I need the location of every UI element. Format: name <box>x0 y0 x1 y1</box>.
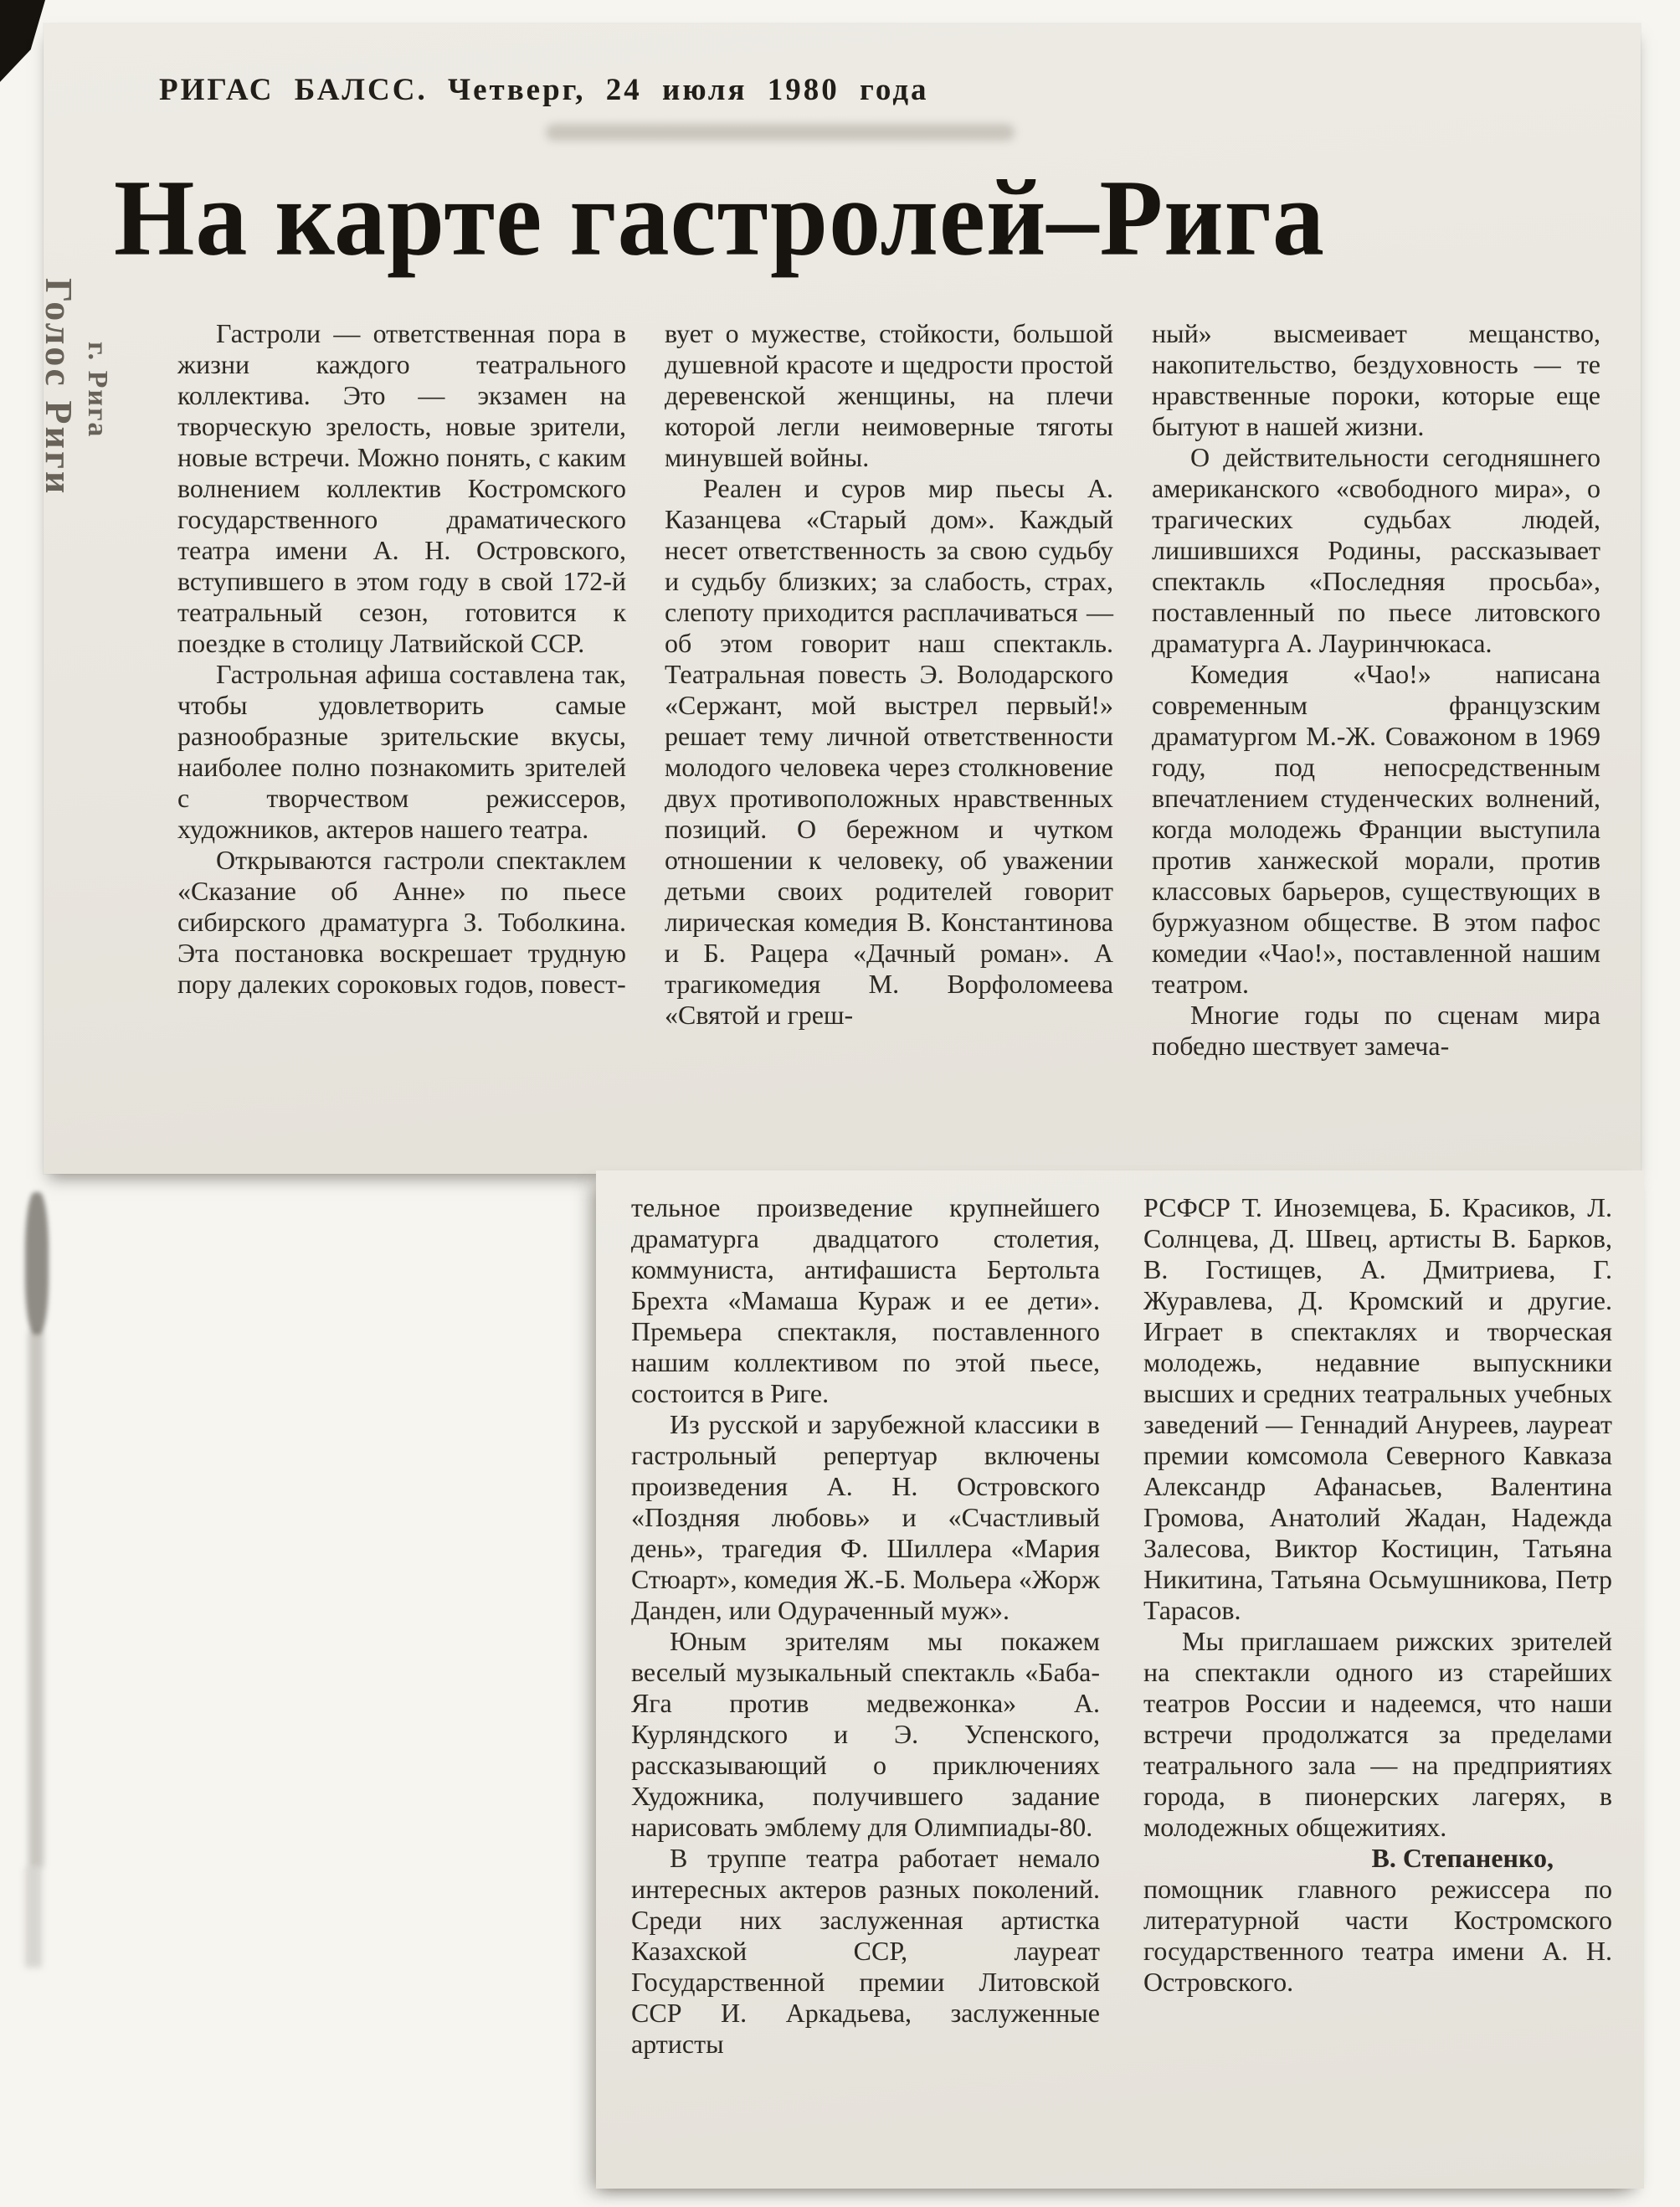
masthead: РИГАС БАЛСС. Четверг, 24 июля 1980 года <box>159 73 929 107</box>
column-4 <box>631 1192 1100 2060</box>
scan-smudge-left-faint <box>25 1867 42 1968</box>
paragraph: В труппе театра работает немало интересных актеров разных поколений. Среди них заслуженная артистка Казахской ССР, лауреат Государственной премии Литовской ССР И. Аркадьева, заслуженные артисты <box>631 1843 1100 2059</box>
paragraph: О действительности сегодняшнего американского «свободного мира», о трагических судьбах людей, лишившихся Родины, рассказывает спектакль «Последняя просьба», поставленный по пьесе литовского драматурга А. Лауринчюкаса. <box>1152 442 1600 658</box>
newspaper-clipping-top <box>44 23 1641 1174</box>
stamp-text-sub: г. Рига <box>82 342 113 439</box>
scan-smudge-left-dark <box>25 1192 49 1335</box>
paragraph: РСФСР Т. Иноземцева, Б. Красиков, Л. Солнцева, Д. Швец, артисты В. Барков, В. Гостищев, А. Дмитриева, Г. Журавлева, Д. Кромский и другие. Играет в спектаклях и творческая молодежь, недавние выпускники высших и средних театральных учебных заведений — Геннадий Ануреев, лауреат премии комсомола Северного Кавказа Александр Афанасьев, Валентина Громова, Анатолий Жадан, Надежда Залесова, Виктор Костицин, Татьяна Никитина, Татьяна Осьмушникова, Петр Тарасов. <box>1143 1192 1612 1625</box>
scan-smudge-corner <box>0 0 45 85</box>
article-columns-top <box>177 318 1600 1062</box>
column-5 <box>1143 1192 1612 2060</box>
paragraph: Реален и суров мир пьесы А. Казанцева «Старый дом». Каждый несет ответственность за свою судьбу и судьбу близких; за слабость, страх, слепоту приходится расплачиваться — об этом говорит наш спектакль. Театральная повесть Э. Володарского «Сержант, мой выстрел первый!» решает тему личной ответственности молодого человека через столкновение двух противоположных нравственных позиций. О бережном и чутком отношении к человеку, об уважении детьми своих родителей говорит лирическая комедия В. Константинова и Б. Рацера «Дачный роман». А трагикомедия М. Ворфоломеева «Святой и греш- <box>665 473 1113 1030</box>
scan-smudge-left-band <box>28 1331 44 1867</box>
column-1 <box>177 318 626 1062</box>
margin-stamp <box>37 278 113 630</box>
paragraph: ный» высмеивает мещанство, накопительство, бездуховность — те нравственные пороки, которые еще бытуют в нашей жизни. <box>1152 318 1600 441</box>
stamp-text-main: Голос Риги <box>38 278 80 496</box>
paragraph: Открываются гастроли спектаклем «Сказание об Анне» по пьесе сибирского драматурга З. Тоболкина. Эта постановка воскрешает трудную пору далеких сороковых годов, повест- <box>177 845 626 999</box>
paragraph: Юным зрителям мы покажем веселый музыкальный спектакль «Баба-Яга против медвежонка» А. Курляндского и Э. Успенского, рассказывающий о приключениях Художника, получившего задание нарисовать эмблему для Олимпиады-80. <box>631 1626 1100 1842</box>
newspaper-clipping-bottom <box>596 1170 1644 2189</box>
headline: На карте гастролей–Рига <box>114 157 1325 278</box>
column-2 <box>665 318 1113 1062</box>
ink-bleed-smudge <box>546 124 1015 141</box>
signature-role: помощник главного режиссера по литературной части Костромского государственного театра имени А. Н. Островского. <box>1143 1874 1612 1997</box>
paragraph: Из русской и зарубежной классики в гастрольный репертуар включены произведения А. Н. Островского «Поздняя любовь» и «Счастливый день», трагедия Ф. Шиллера «Мария Стюарт», комедия Ж.-Б. Мольера «Жорж Данден, или Одураченный муж». <box>631 1409 1100 1625</box>
paragraph: Гастроли — ответственная пора в жизни каждого театрального коллектива. Это — экзамен на творческую зрелость, новые зрители, новые встречи. Можно понять, с каким волнением коллектив Костромского государственного драматического театра имени А. Н. Островского, вступившего в этом году в свой 172-й театральный сезон, готовится к поездке в столицу Латвийской ССР. <box>177 318 626 658</box>
article-columns-bottom <box>631 1192 1612 2060</box>
signature: В. Степаненко, <box>1371 1843 1554 1873</box>
paragraph: Комедия «Чао!» написана современным французским драматургом М.-Ж. Соважоном в 1969 году, под непосредственным впечатлением студенческих волнений, когда молодежь Франции выступила против ханжеской морали, против классовых барьеров, существующих в буржуазном обществе. В этом пафос комедии «Чао!», поставленной нашим театром. <box>1152 659 1600 999</box>
paragraph: Мы приглашаем рижских зрителей на спектакли одного из старейших театров России и надеемся, что наши встречи продолжатся за пределами театрального зала — на предприятиях города, в пионерских лагерях, в молодежных общежитиях. <box>1143 1626 1612 1842</box>
paragraph: вует о мужестве, стойкости, большой душевной красоте и щедрости простой деревенской женщины, на плечи которой легли неимоверные тяготы минувшей войны. <box>665 318 1113 472</box>
paragraph: Гастрольная афиша составлена так, чтобы удовлетворить самые разнообразные зрительские вкусы, наиболее полно познакомить зрителей с творчеством режиссеров, художников, актеров нашего театра. <box>177 659 626 844</box>
paragraph: Многие годы по сценам мира победно шествует замеча- <box>1152 1000 1600 1061</box>
paragraph: тельное произведение крупнейшего драматурга двадцатого столетия, коммуниста, антифашиста Бертольта Брехта «Мамаша Кураж и ее дети». Премьера спектакля, поставленного нашим коллективом по этой пьесе, состоится в Риге. <box>631 1192 1100 1408</box>
column-3 <box>1152 318 1600 1062</box>
